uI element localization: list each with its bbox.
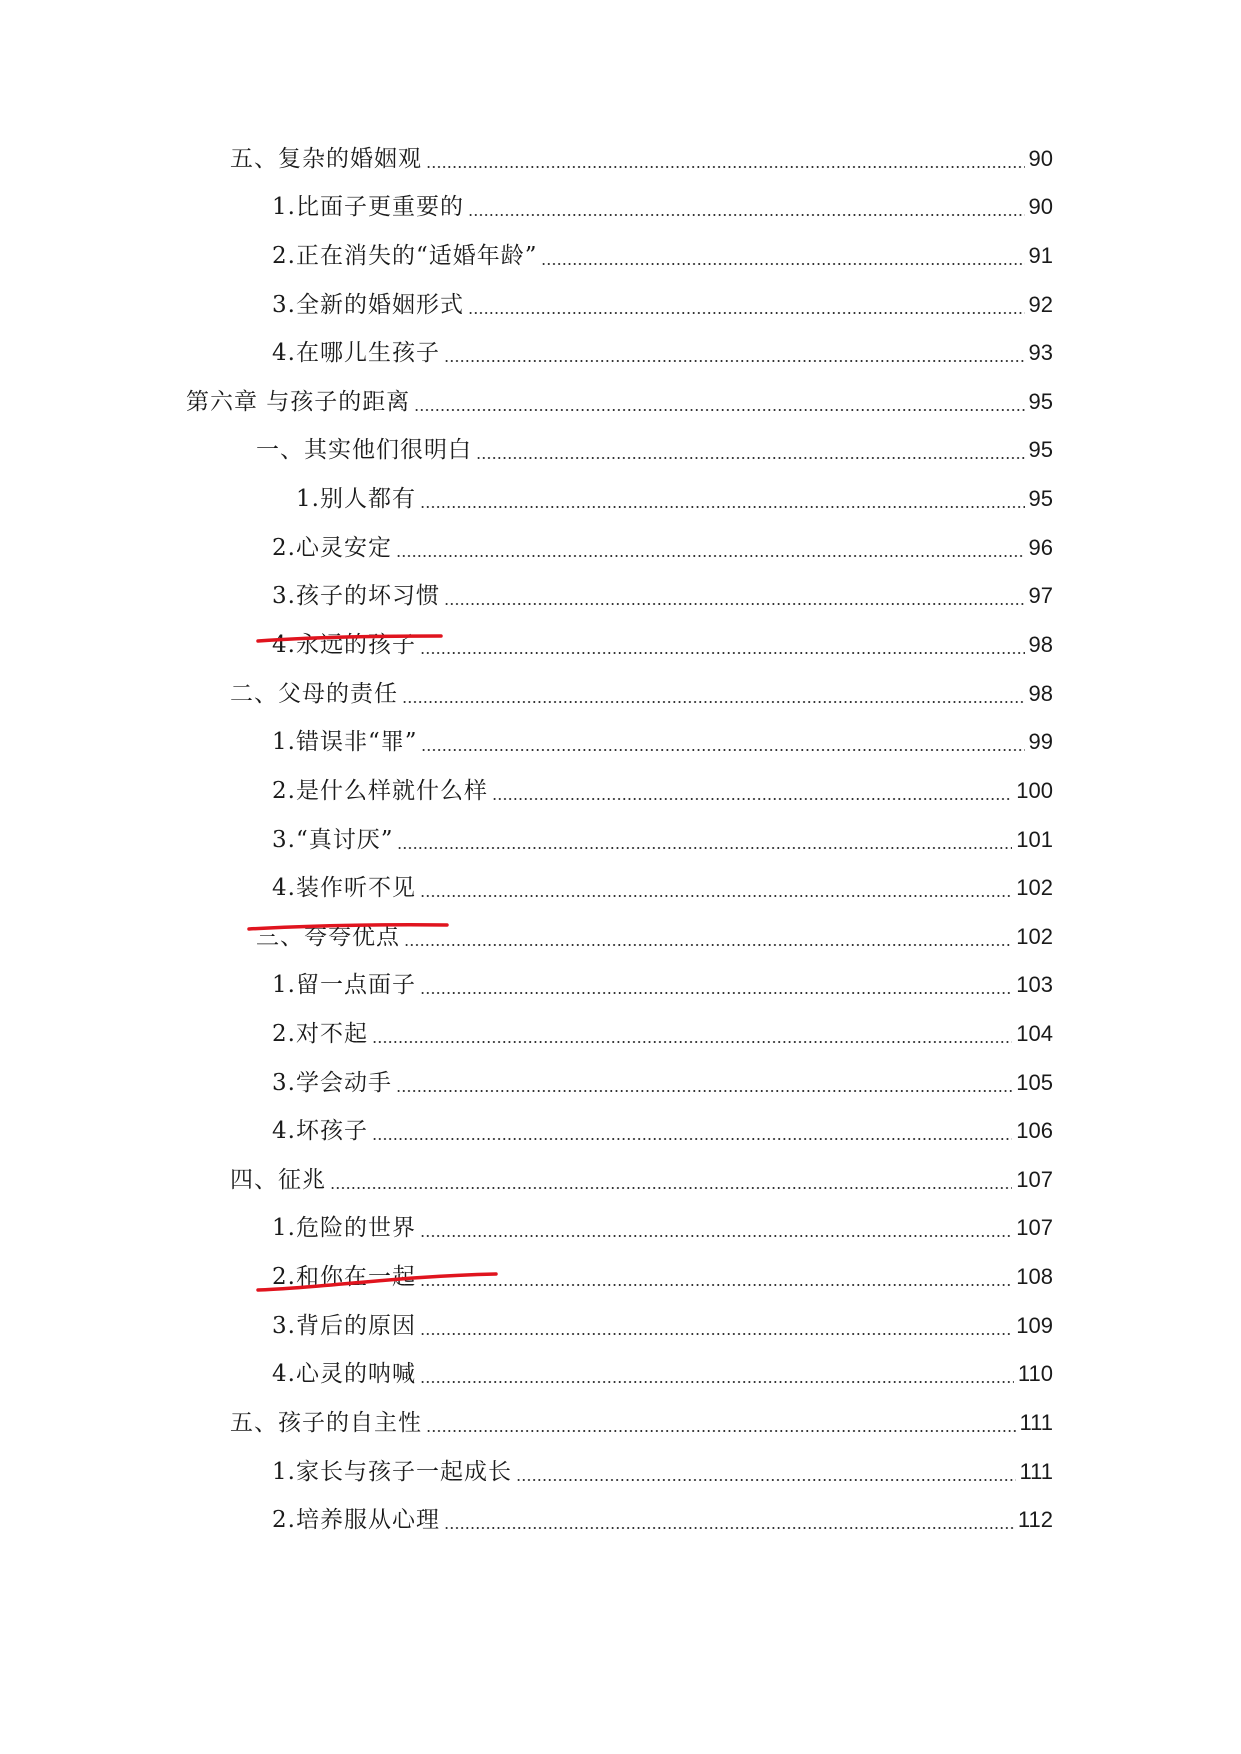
toc-entry-title: 五、孩子的自主性	[230, 1410, 422, 1436]
toc-entry-title: 4.在哪儿生孩子	[272, 340, 440, 366]
toc-entry-title: 2.对不起	[272, 1021, 368, 1047]
toc-entry-page: 102	[1016, 924, 1053, 949]
toc-entry[interactable]	[272, 1455, 1053, 1489]
toc-entry-page: 106	[1016, 1118, 1053, 1143]
toc-entry-title: 1.家长与孩子一起成长	[272, 1459, 512, 1485]
toc-entry-title: 五、复杂的婚姻观	[230, 146, 422, 172]
toc-entry[interactable]	[272, 1503, 1053, 1537]
dot-leader	[402, 701, 1025, 703]
toc-entry-title: 1.别人都有	[296, 486, 416, 512]
toc-entry-title: 1.留一点面子	[272, 972, 416, 998]
toc-entry[interactable]	[272, 774, 1053, 808]
toc-entry[interactable]	[272, 190, 1053, 224]
toc-entry-title: 3.全新的婚姻形式	[272, 292, 464, 318]
toc-entry-page: 95	[1028, 437, 1053, 462]
dot-leader	[372, 1041, 1012, 1043]
toc-entry-title: 4.心灵的呐喊	[272, 1361, 416, 1387]
dot-leader	[420, 1235, 1012, 1237]
dot-leader	[420, 652, 1025, 654]
toc-entry-title: 2.正在消失的“适婚年龄”	[272, 243, 538, 269]
dot-leader	[420, 1381, 1014, 1383]
toc-entry-page: 90	[1028, 146, 1053, 171]
toc-entry-page: 109	[1016, 1313, 1053, 1338]
toc-entry-page: 95	[1028, 486, 1053, 511]
toc-entry-page: 95	[1028, 389, 1053, 414]
toc-entry[interactable]	[272, 1114, 1053, 1148]
toc-entry[interactable]	[272, 1211, 1053, 1245]
toc-entry-title: 4.永远的孩子	[272, 632, 416, 658]
dot-leader	[476, 457, 1025, 459]
toc-entry-title: 2.是什么样就什么样	[272, 778, 488, 804]
toc-entry-title: 1.错误非“罪”	[272, 729, 418, 755]
toc-entry-page: 101	[1016, 827, 1053, 852]
toc-entry[interactable]	[272, 531, 1053, 565]
toc-entry-page: 93	[1028, 340, 1053, 365]
toc-entry[interactable]	[272, 1309, 1053, 1343]
toc-entry[interactable]	[256, 433, 1053, 467]
dot-leader	[468, 312, 1025, 314]
toc-entry[interactable]	[272, 628, 1053, 662]
toc-entry-page: 103	[1016, 972, 1053, 997]
toc-entry[interactable]	[296, 482, 1053, 516]
toc-entry-title: 2.培养服从心理	[272, 1507, 440, 1533]
dot-leader	[444, 1527, 1014, 1529]
toc-entry-title: 2.和你在一起	[272, 1264, 416, 1290]
toc-entry-page: 110	[1017, 1361, 1053, 1386]
toc-entry-page: 111	[1019, 1410, 1053, 1435]
toc-entry-title: 4.坏孩子	[272, 1118, 368, 1144]
toc-entry[interactable]	[230, 142, 1053, 176]
toc-entry[interactable]	[230, 1406, 1053, 1440]
toc-entry[interactable]	[272, 1357, 1053, 1391]
toc-entry-page: 92	[1028, 292, 1053, 317]
toc-entry[interactable]	[256, 920, 1053, 954]
dot-leader	[396, 555, 1025, 557]
toc-entry-title: 3.孩子的坏习惯	[272, 583, 440, 609]
toc-entry-page: 98	[1028, 681, 1053, 706]
toc-entry-title: 一、其实他们很明白	[256, 437, 472, 463]
dot-leader	[468, 214, 1025, 216]
toc-entry-title: 1.危险的世界	[272, 1215, 416, 1241]
toc-entry-page: 96	[1028, 535, 1053, 560]
toc-entry-page: 104	[1016, 1021, 1053, 1046]
toc-entry[interactable]	[272, 579, 1053, 613]
toc-entry-title: 三、夸夸优点	[256, 924, 400, 950]
toc-entry-title: 3.背后的原因	[272, 1313, 416, 1339]
toc-entry-title: 3.“真讨厌”	[272, 827, 394, 853]
toc-entry-page: 107	[1016, 1167, 1053, 1192]
toc-entry[interactable]	[186, 385, 1053, 419]
toc-entry-page: 90	[1028, 194, 1053, 219]
toc-entry-title: 3.学会动手	[272, 1070, 392, 1096]
toc-entry[interactable]	[272, 336, 1053, 370]
toc-entry-page: 112	[1017, 1507, 1053, 1532]
dot-leader	[372, 1138, 1012, 1140]
toc-entry-page: 97	[1028, 583, 1053, 608]
dot-leader	[330, 1187, 1012, 1189]
toc-entry[interactable]	[230, 677, 1053, 711]
toc-entry-title: 第六章 与孩子的距离	[186, 389, 411, 415]
toc-entry[interactable]	[230, 1163, 1053, 1197]
toc-entry[interactable]	[272, 1260, 1053, 1294]
toc-entry-title: 四、征兆	[230, 1167, 326, 1193]
toc-entry-page: 111	[1019, 1459, 1053, 1484]
dot-leader	[541, 263, 1024, 265]
toc-entry-page: 102	[1016, 875, 1053, 900]
toc-entry-page: 98	[1028, 632, 1053, 657]
dot-leader	[426, 1430, 1016, 1432]
dot-leader	[420, 1333, 1012, 1335]
toc-entry-title: 二、父母的责任	[230, 681, 398, 707]
dot-leader	[420, 1284, 1012, 1286]
toc-entry-page: 91	[1028, 243, 1053, 268]
toc-entry-page: 108	[1016, 1264, 1053, 1289]
dot-leader	[492, 798, 1012, 800]
toc-entry[interactable]	[272, 968, 1053, 1002]
dot-leader	[420, 992, 1012, 994]
toc-entry[interactable]	[272, 288, 1053, 322]
toc-entry[interactable]	[272, 1017, 1053, 1051]
toc-entry-title: 4.装作听不见	[272, 875, 416, 901]
dot-leader	[396, 1090, 1012, 1092]
dot-leader	[414, 409, 1024, 411]
toc-entry-page: 107	[1016, 1215, 1053, 1240]
toc-entry-page: 105	[1016, 1070, 1053, 1095]
toc-entry-page: 100	[1016, 778, 1053, 803]
dot-leader	[444, 360, 1025, 362]
dot-leader	[516, 1479, 1016, 1481]
toc-entry[interactable]	[272, 725, 1053, 759]
toc-entry[interactable]	[272, 823, 1053, 857]
toc-entry[interactable]	[272, 239, 1053, 273]
dot-leader	[397, 847, 1012, 849]
dot-leader	[404, 944, 1012, 946]
toc-entry[interactable]	[272, 1066, 1053, 1100]
toc-entry-title: 1.比面子更重要的	[272, 194, 464, 220]
toc-entry-page: 99	[1028, 729, 1053, 754]
toc-entry-title: 2.心灵安定	[272, 535, 392, 561]
dot-leader	[420, 506, 1025, 508]
toc-entry[interactable]	[272, 871, 1053, 905]
dot-leader	[444, 603, 1025, 605]
dot-leader	[420, 895, 1012, 897]
dot-leader	[426, 166, 1025, 168]
dot-leader	[421, 749, 1024, 751]
